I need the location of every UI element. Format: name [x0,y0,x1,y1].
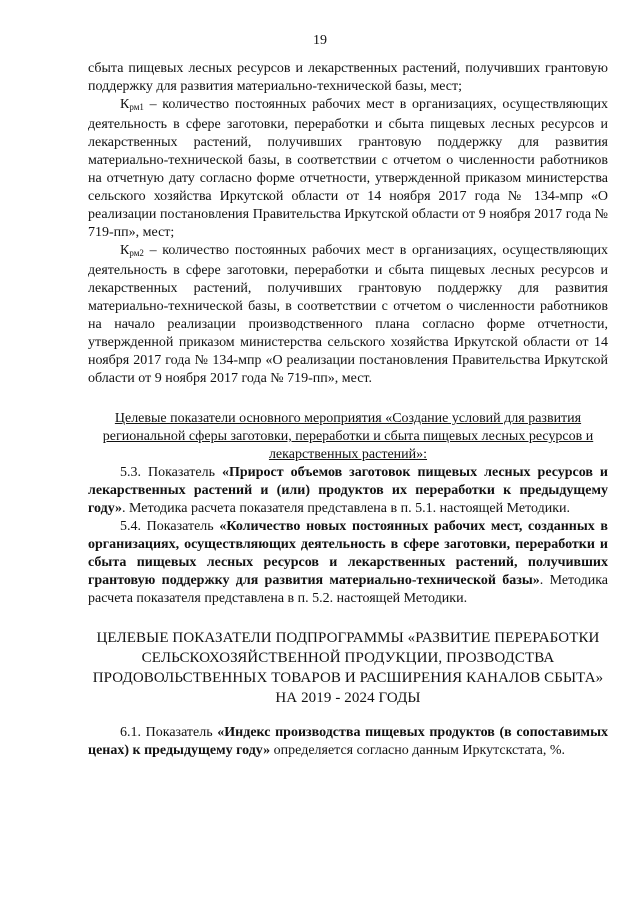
p54-prefix: 5.4. Показатель [120,519,220,534]
subprogram-heading: ЦЕЛЕВЫЕ ПОКАЗАТЕЛИ ПОДПРОГРАММЫ «РАЗВИТИЕ ПЕРЕРАБОТКИ СЕЛЬСКОХОЗЯЙСТВЕННОЙ ПРОДУКЦИИ, ПРОЗВОДСТВА ПРОДОВОЛЬСТВЕННЫХ ТОВАРОВ И РАСШИРЕНИЯ КАНАЛОВ СБЫТА» НА 2019 - 2024 ГОДЫ [92,630,604,706]
paragraph-5-4 [88,518,608,608]
page-body [88,60,608,760]
targets-heading: Целевые показатели основного мероприятия «Создание условий для развития региональной сферы заготовки, переработки и сбыта пищевых лесных ресурсов и лекарственных растений»: [102,411,594,462]
p53-suffix: . Методика расчета показателя представлена в п. 5.1. настоящей Методики. [122,501,571,516]
krm2-symbol: К [120,243,130,258]
krm1-symbol: К [120,97,130,112]
krm2-text: – количество постоянных рабочих мест в организациях, осуществляющих деятельность в сфере заготовки, переработки и сбыта пищевых лесных ресурсов и лекарственных растений, получивших грантовую поддержку для развития материально-технической базы, в соответствии с отчетом о численности работников на начало реализации производственного плана согласно форме отчетности, утвержденной приказом министерства сельского хозяйства Иркутской области от 14 ноября 2017 года № 134-мпр «О реализации постановления Правительства Иркутской области от 9 ноября 2017 года № 719-пп», мест. [88,243,608,386]
paragraph-krm2 [88,242,608,388]
paragraph-krm1 [88,96,608,242]
page-number: 19 [313,33,327,48]
p54-indicator-name: «Количество новых постоянных рабочих мест, созданных в организациях, осуществляющих деятельность в сфере заготовки, переработки и сбыта пищевых лесных ресурсов и лекарственных растений, получивших грантовую поддержку для развития материально-технической базы» [88,519,608,588]
paragraph-intro: сбыта пищевых лесных ресурсов и лекарственных растений, получивших грантовую поддержку для развития материально-технической базы, мест; [88,61,608,94]
paragraph-5-3 [88,464,608,518]
p61-prefix: 6.1. Показатель [120,725,218,740]
p53-indicator-name: «Прирост объемов заготовок пищевых лесных ресурсов и лекарственных растений и (или) продуктов их переработки к предыдущему году» [88,465,608,516]
krm1-text: – количество постоянных рабочих мест в организациях, осуществляющих деятельность в сфере заготовки, переработки и сбыта пищевых лесных ресурсов и лекарственных растений, получивших грантовую поддержку для развития материально-технической базы, в соответствии с отчетом о численности работников на отчетную дату согласно форме отчетности, утвержденной приказом министерства сельского хозяйства Иркутской области от 14 ноября 2017 года № 134-мпр «О реализации постановления Правительства Иркутской области от 9 ноября 2017 года № 719-пп», мест; [88,97,608,240]
krm1-subscript: рм1 [129,102,144,112]
paragraph-6-1 [88,724,608,760]
krm2-subscript: рм2 [129,248,144,258]
p61-suffix: определяется согласно данным Иркутскстата, %. [270,743,566,758]
p61-indicator-name: «Индекс производства пищевых продуктов (в сопоставимых ценах) к предыдущему году» [88,725,609,758]
p54-suffix: . Методика расчета показателя представлена в п. 5.2. настоящей Методики. [88,573,608,606]
p53-prefix: 5.3. Показатель [120,465,222,480]
